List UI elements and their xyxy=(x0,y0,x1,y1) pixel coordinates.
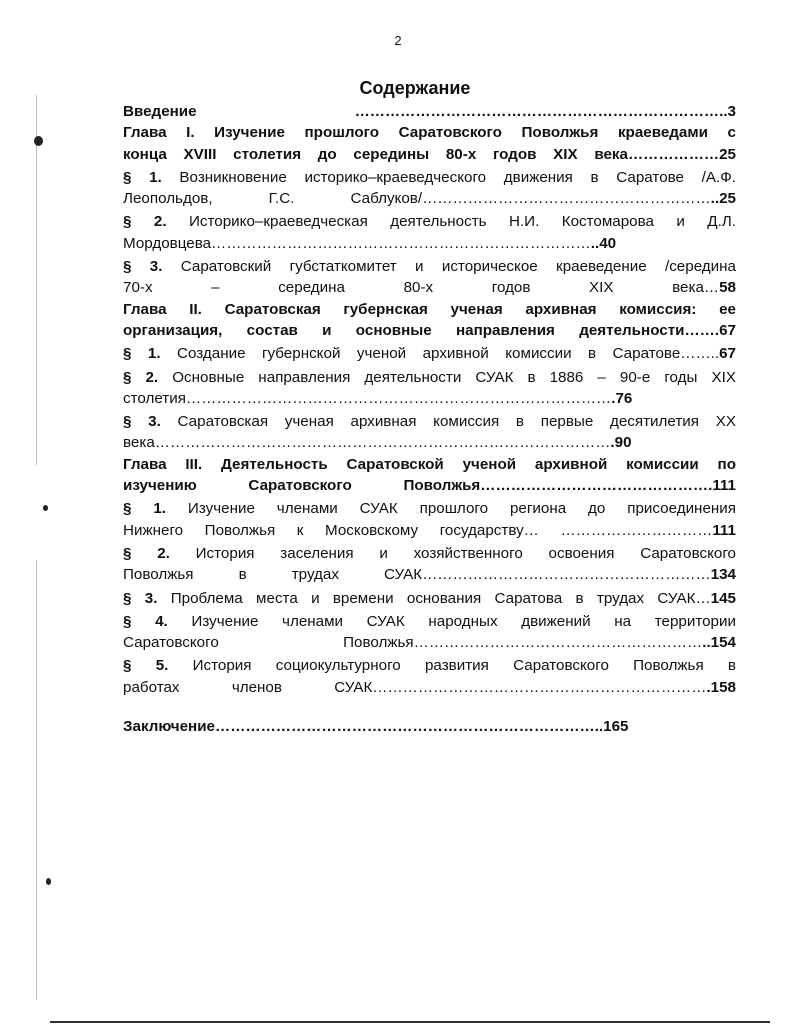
page-number: 2 xyxy=(394,33,402,48)
toc-entry-section-2-2-line-2[interactable] xyxy=(123,388,736,409)
entry-text: Леопольдов, Г.С. Саблуков/………………………………………………… xyxy=(123,190,711,208)
toc-entry-section-1-2-line-2[interactable] xyxy=(123,233,736,254)
entry-text: Саратовского Поволжья………………………………………………… xyxy=(123,634,703,652)
toc-entry-section-3-1[interactable] xyxy=(123,498,736,519)
toc-entry-chapter-3-line-2[interactable] xyxy=(123,475,736,496)
entry-text: Введение ……………………………………………………………….. xyxy=(123,103,728,120)
binding-hole-mark xyxy=(46,878,51,885)
entry-text: Возникновение историко–краеведческого движения в Саратове /А.Ф. xyxy=(179,168,736,186)
entry-page: ..40 xyxy=(590,234,617,252)
entry-text: Поволжья в трудах СУАК………………………………………………… xyxy=(123,566,711,584)
entry-text: Саратовская ученая архивная комиссия в первые десятилетия XX xyxy=(177,413,736,431)
toc-entry-chapter-1-line-1[interactable] xyxy=(123,122,736,143)
entry-text: конца XVIII столетия до середины 80-х годов XIX века……………… xyxy=(123,145,720,163)
entry-page: .76 xyxy=(611,389,633,407)
entry-text: организация, состав и основные направления деятельности……. xyxy=(123,321,720,339)
entry-page: 134 xyxy=(710,566,736,584)
entry-text: Создание губернской ученой архивной комиссии в Саратове…….. xyxy=(177,345,720,363)
scan-bottom-edge xyxy=(50,1021,770,1023)
entry-text: Нижнего Поволжья к Московскому государству… ………………………… xyxy=(123,521,713,539)
toc-entry-section-1-1[interactable] xyxy=(123,167,736,188)
section-number: § 5. xyxy=(123,657,169,675)
entry-page: .90 xyxy=(610,434,632,452)
section-number: § 3. xyxy=(123,413,161,431)
entry-text: изучению Саратовского Поволжья………………………………………. xyxy=(123,477,713,495)
entry-page: 58 xyxy=(719,279,736,297)
entry-text: 70-х – середина 80-х годов XIX века… xyxy=(123,279,720,297)
entry-page: ..165 xyxy=(594,718,629,736)
section-number: § 2. xyxy=(123,544,170,562)
entry-text: Мордовцева………………………………………………………………… xyxy=(123,234,591,252)
entry-page: .158 xyxy=(706,678,736,696)
toc-entry-section-3-5[interactable] xyxy=(123,655,736,676)
toc-title: Содержание xyxy=(359,78,471,98)
toc-entry-section-3-4[interactable] xyxy=(123,611,736,632)
entry-text: Глава I. Изучение прошлого Саратовского Поволжья краеведами с xyxy=(123,124,736,142)
entry-page: ..25 xyxy=(710,190,736,208)
entry-text: Глава III. Деятельность Саратовской ученой архивной комиссии по xyxy=(123,455,736,473)
section-number: § 2. xyxy=(123,368,159,386)
toc-entry-section-1-3[interactable] xyxy=(123,256,736,277)
entry-text: Изучение членами СУАК народных движений на территории xyxy=(191,612,736,630)
entry-text: работах членов СУАК………………………………………………………… xyxy=(123,678,707,696)
toc-entry-section-1-2[interactable] xyxy=(123,211,736,232)
toc-entry-section-2-1[interactable] xyxy=(123,343,736,364)
binding-hole-mark xyxy=(43,505,48,511)
binding-hole-mark xyxy=(34,136,43,146)
section-number: § 1. xyxy=(123,168,162,186)
scan-margin-line xyxy=(36,95,37,465)
entry-text: История социокультурного развития Саратовского Поволжья в xyxy=(192,657,736,675)
entry-text: столетия………………………………………………………………………… xyxy=(123,389,612,407)
toc-entry-section-1-1-line-2[interactable] xyxy=(123,188,736,209)
toc-entry-section-3-5-line-2[interactable] xyxy=(123,677,736,698)
scan-margin-line-lower xyxy=(36,560,37,1000)
entry-text: Саратовский губстаткомитет и историческое краеведение /середина xyxy=(180,258,736,276)
toc-entry-section-3-1-line-2[interactable] xyxy=(123,520,736,541)
entry-page: 3 xyxy=(727,103,736,120)
toc-entry-chapter-2-line-2[interactable] xyxy=(123,320,736,341)
table-of-contents xyxy=(123,101,736,737)
entry-text: Изучение членами СУАК прошлого региона до присоединения xyxy=(187,500,736,518)
entry-page: 111 xyxy=(712,521,736,539)
toc-entry-section-3-4-line-2[interactable] xyxy=(123,632,736,653)
section-number: § 1. xyxy=(123,345,161,363)
entry-text: Заключение………………………………………………………………… xyxy=(123,718,595,736)
entry-page: 67 xyxy=(719,345,736,363)
section-number: § 3. xyxy=(123,258,163,276)
toc-entry-introduction[interactable] xyxy=(123,101,736,122)
toc-entry-section-1-3-line-2[interactable] xyxy=(123,277,736,298)
section-number: § 4. xyxy=(123,612,168,630)
toc-entry-section-3-2-line-2[interactable] xyxy=(123,564,736,585)
toc-entry-section-3-2[interactable] xyxy=(123,543,736,564)
entry-page: 111 xyxy=(712,477,736,495)
toc-entry-chapter-2-line-1[interactable] xyxy=(123,299,736,320)
toc-entry-conclusion[interactable] xyxy=(123,716,736,737)
entry-text: Основные направления деятельности СУАК в 1886 – 90-е годы XIX xyxy=(172,368,736,386)
section-number: § 1. xyxy=(123,500,167,518)
section-number: § 2. xyxy=(123,213,167,231)
entry-page: ..154 xyxy=(702,634,736,652)
entry-text: Историко–краеведческая деятельность Н.И. Костомарова и Д.Л. xyxy=(188,213,736,231)
toc-entry-section-3-3[interactable] xyxy=(123,588,736,609)
entry-text: века……………………………………………………………………………… xyxy=(123,434,611,452)
entry-page: 67 xyxy=(719,321,736,339)
toc-entry-section-2-2[interactable] xyxy=(123,367,736,388)
toc-entry-section-2-3-line-2[interactable] xyxy=(123,432,736,453)
entry-page: 145 xyxy=(710,589,736,607)
entry-text: Проблема места и времени основания Саратова в трудах СУАК… xyxy=(170,589,711,607)
entry-text: История заселения и хозяйственного освоения Саратовского xyxy=(195,544,736,562)
toc-entry-chapter-3-line-1[interactable] xyxy=(123,454,736,475)
toc-entry-chapter-1-line-2[interactable] xyxy=(123,144,736,165)
entry-text: Глава II. Саратовская губернская ученая архивная комиссия: ее xyxy=(123,300,736,318)
section-number: § 3. xyxy=(123,589,158,607)
toc-entry-section-2-3[interactable] xyxy=(123,411,736,432)
entry-page: 25 xyxy=(719,145,736,163)
